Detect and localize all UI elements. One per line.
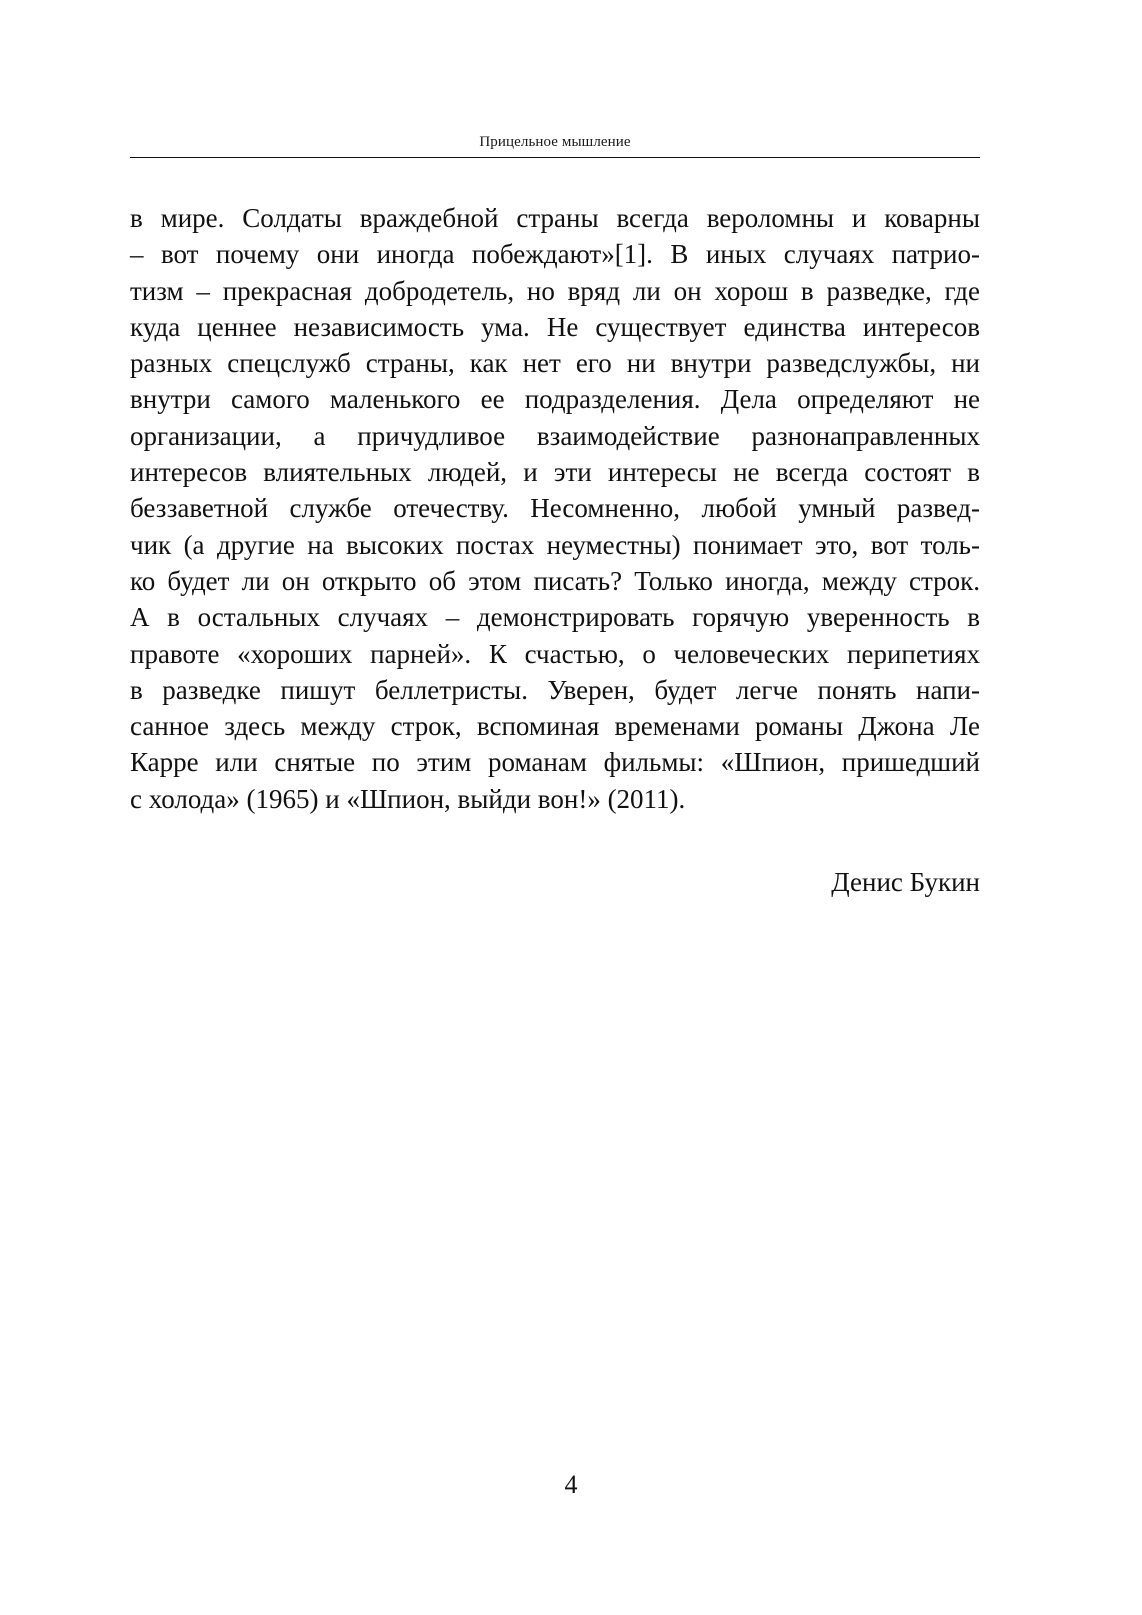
header-rule bbox=[130, 157, 980, 158]
text-line: правоте «хороших парней». К счастью, о человеческих перипетиях bbox=[130, 638, 980, 669]
text-line: внутри самого маленького ее подразделения. Дела определяют не bbox=[130, 384, 980, 415]
page-number: 4 bbox=[564, 1470, 578, 1499]
running-header-title: Прицельное мышление bbox=[479, 134, 631, 150]
text-line: санное здесь между строк, вспоминая временами романы Джона Ле bbox=[130, 711, 980, 742]
text-line: ко будет ли он открыто об этом писать? Только иногда, между строк. bbox=[130, 565, 980, 596]
body-paragraph bbox=[130, 200, 980, 817]
text-line: – вот почему они иногда побеждают»[1]. В иных случаях патрио- bbox=[130, 239, 980, 270]
text-line: в мире. Солдаты враждебной страны всегда вероломны и коварны bbox=[130, 203, 980, 233]
text-line: Карре или снятые по этим романам фильмы: «Шпион, пришедший bbox=[130, 747, 980, 778]
author-signature: Денис Букин bbox=[831, 867, 980, 897]
text-line: беззаветной службе отечеству. Несомненно, любой умный развед- bbox=[130, 493, 980, 524]
text-line: куда ценнее независимость ума. Не существует единства интересов bbox=[130, 311, 980, 342]
text-line: тизм – прекрасная добродетель, но вряд ли он хорош в разведке, где bbox=[130, 275, 980, 306]
text-line: разных спецслужб страны, как нет его ни внутри разведслужбы, ни bbox=[130, 348, 980, 379]
text-line: с холода» (1965) и «Шпион, выйди вон!» (2011). bbox=[130, 783, 686, 814]
text-line: А в остальных случаях – демонстрировать горячую уверенность в bbox=[130, 602, 980, 633]
text-line: в разведке пишут беллетристы. Уверен, будет легче понять напи- bbox=[130, 674, 980, 705]
text-line: чик (а другие на высоких постах неуместны) понимает это, вот толь- bbox=[130, 529, 980, 560]
text-line: интересов влиятельных людей, и эти интересы не всегда состоят в bbox=[130, 457, 980, 488]
text-line: организации, а причудливое взаимодействие разнонаправленных bbox=[130, 420, 980, 451]
